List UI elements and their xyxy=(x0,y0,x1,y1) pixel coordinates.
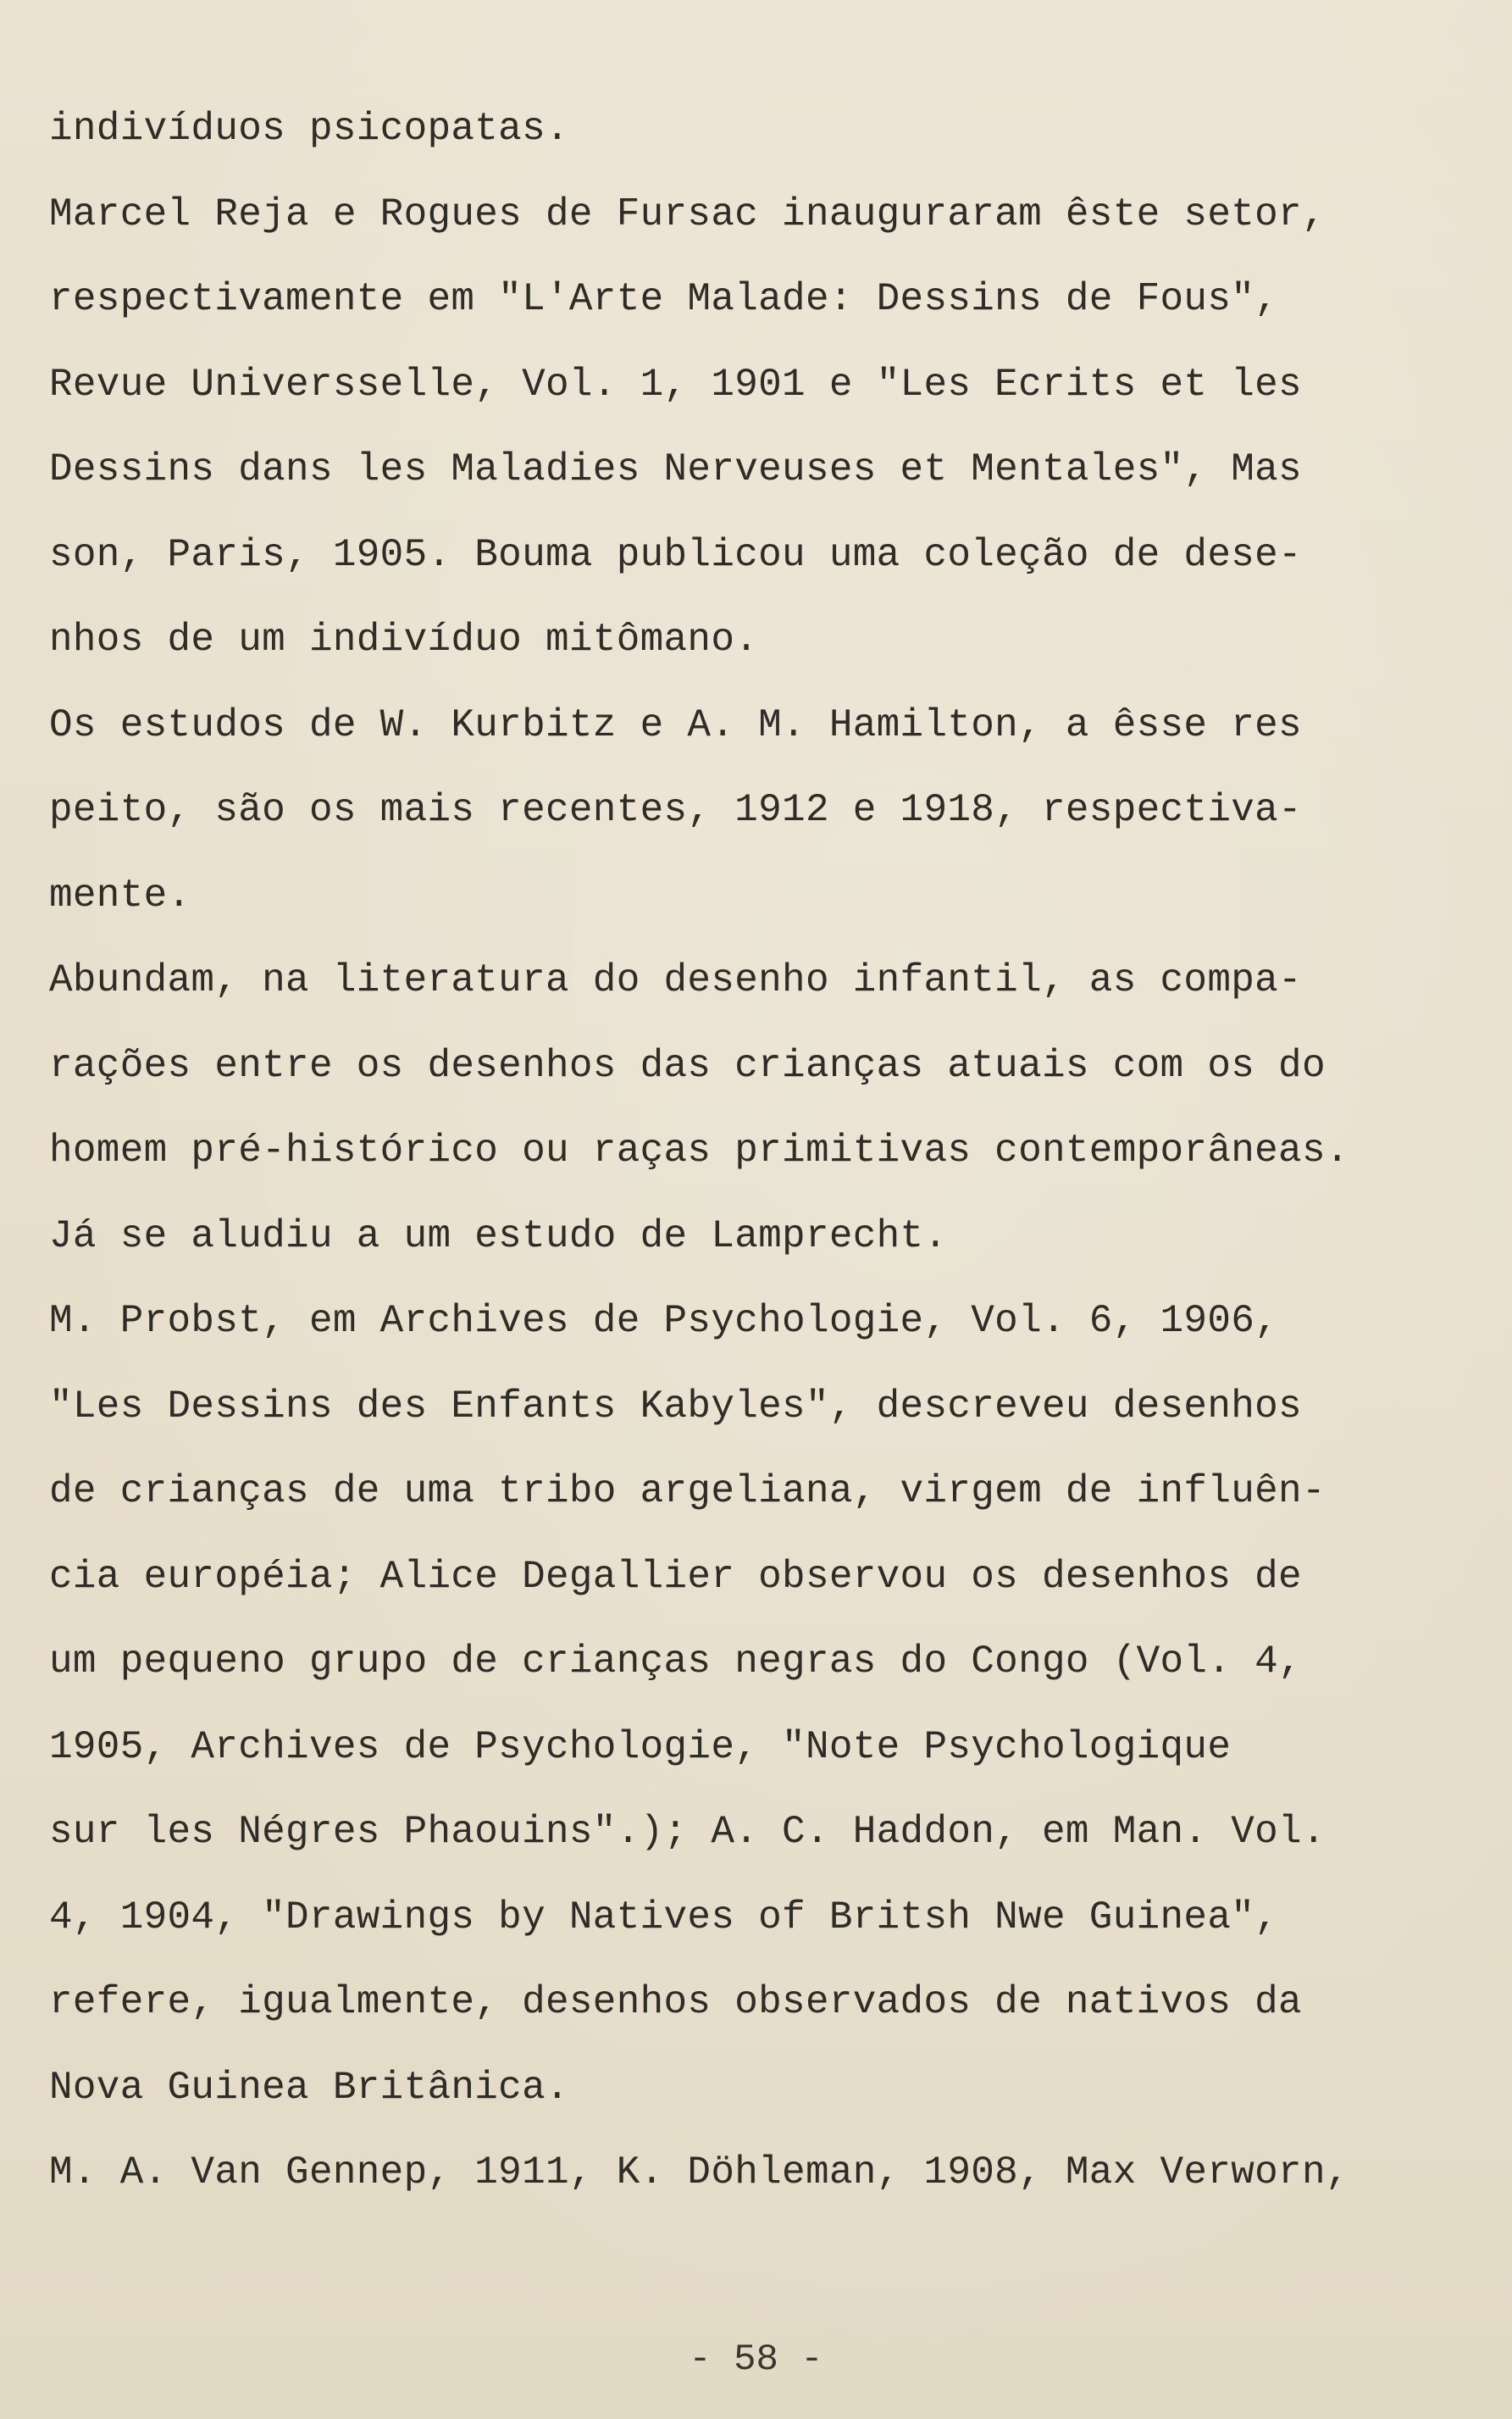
text-line: mente. xyxy=(49,873,191,918)
text-line: nhos de um indivíduo mitômano. xyxy=(49,618,759,662)
text-line: M. A. Van Gennep, 1911, K. Döhleman, 1908, Max Verworn, xyxy=(49,2150,1349,2194)
text-line: homem pré-histórico ou raças primitivas contemporâneas. xyxy=(49,1129,1349,1173)
text-line: Revue Universselle, Vol. 1, 1901 e "Les Ecrits et les xyxy=(49,362,1302,407)
text-line: indivíduos psicopatas. xyxy=(49,107,569,151)
text-line: Nova Guinea Britânica. xyxy=(49,2065,569,2110)
text-line: um pequeno grupo de crianças negras do Congo (Vol. 4, xyxy=(49,1639,1302,1684)
text-line: respectivamente em "L'Arte Malade: Dessins de Fous", xyxy=(49,277,1279,321)
text-line: Abundam, na literatura do desenho infantil, as compa- xyxy=(49,958,1302,1002)
text-line: refere, igualmente, desenhos observados de nativos da xyxy=(49,1980,1302,2024)
text-line: de crianças de uma tribo argeliana, virgem de influên- xyxy=(49,1469,1326,1513)
text-line: sur les Négres Phaouins".); A. C. Haddon, em Man. Vol. xyxy=(49,1810,1326,1854)
text-line: son, Paris, 1905. Bouma publicou uma coleção de dese- xyxy=(49,532,1302,577)
text-line: Marcel Reja e Rogues de Fursac inauguraram êste setor, xyxy=(49,191,1326,236)
text-line: rações entre os desenhos das crianças atuais com os do xyxy=(49,1043,1326,1088)
text-line: peito, são os mais recentes, 1912 e 1918, respectiva- xyxy=(49,788,1302,832)
text-line: Dessins dans les Maladies Nerveuses et Mentales", Mas xyxy=(49,447,1302,491)
text-line: Os estudos de W. Kurbitz e A. M. Hamilton, a êsse res xyxy=(49,702,1302,747)
text-line: 1905, Archives de Psychologie, "Note Psychologique xyxy=(49,1724,1232,1769)
text-line: M. Probst, em Archives de Psychologie, Vol. 6, 1906, xyxy=(49,1299,1279,1343)
text-line: 4, 1904, "Drawings by Natives of Britsh Nwe Guinea", xyxy=(49,1895,1279,1939)
text-line: Já se aludiu a um estudo de Lamprecht. xyxy=(49,1213,948,1258)
body-text xyxy=(49,86,1472,2216)
page-number: - 58 - xyxy=(689,2339,823,2381)
text-line: "Les Dessins des Enfants Kabyles", descreveu desenhos xyxy=(49,1384,1302,1429)
text-line: cia européia; Alice Degallier observou os desenhos de xyxy=(49,1554,1302,1599)
